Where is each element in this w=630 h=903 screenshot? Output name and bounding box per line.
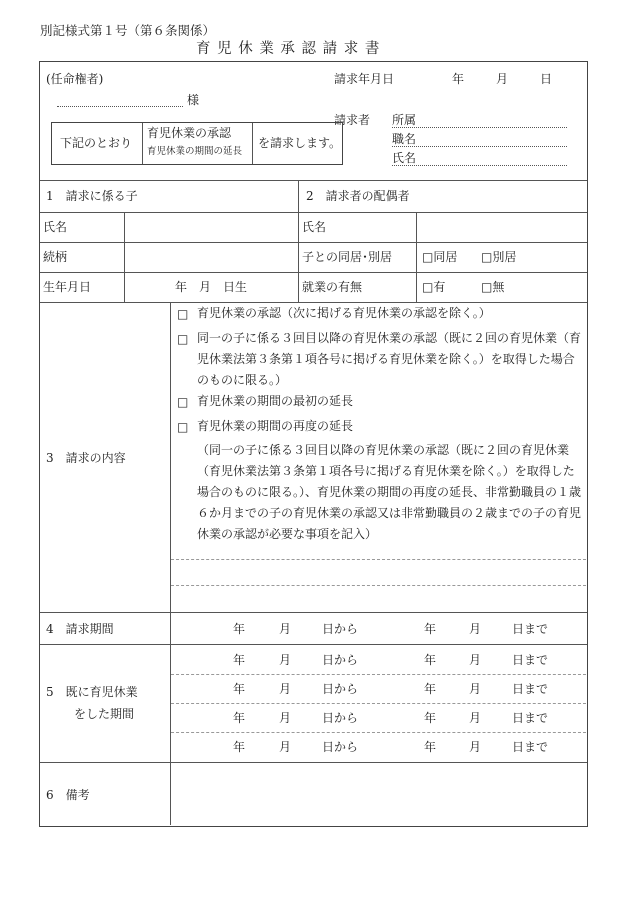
option1-checkbox[interactable]: □	[177, 307, 189, 321]
child-name-field[interactable]	[126, 214, 296, 240]
prior-period-row-3[interactable]	[171, 704, 586, 732]
period-start-month: 月	[279, 653, 292, 667]
period-start-day: 日から	[322, 622, 359, 636]
period-end-month: 月	[469, 711, 482, 725]
request-date-day[interactable]: 日	[540, 72, 553, 86]
period-end-day: 日まで	[512, 711, 549, 725]
period-start-year: 年	[233, 622, 246, 636]
option2-checkbox[interactable]: □	[177, 332, 189, 346]
option4-checkbox[interactable]: □	[177, 420, 189, 434]
sama-label: 様	[187, 93, 200, 107]
child-relation-label: 続柄	[43, 250, 68, 264]
position-label: 職名	[392, 132, 417, 146]
period-end-month: 月	[469, 653, 482, 667]
requester-name-field[interactable]	[392, 165, 567, 166]
period-end-year: 年	[424, 740, 437, 754]
affiliation-field[interactable]	[392, 127, 567, 128]
period-start-year: 年	[233, 653, 246, 667]
form-code: 別記様式第１号（第６条関係）	[40, 23, 216, 38]
period-end-month: 月	[469, 622, 482, 636]
notice-option-approval[interactable]: 育児休業の承認	[147, 126, 232, 140]
request-date-year[interactable]: 年	[452, 72, 465, 86]
employment-no-checkbox[interactable]: □無	[481, 280, 505, 294]
prior-period-row-4[interactable]	[171, 733, 586, 761]
section1-heading: 1 請求に係る子	[46, 189, 138, 203]
period-start-day: 日から	[322, 740, 359, 754]
period-end-month: 月	[469, 740, 482, 754]
period-start-day: 日から	[322, 711, 359, 725]
period-start-month: 月	[279, 682, 292, 696]
authority-name-field[interactable]	[57, 106, 183, 107]
employment-label: 就業の有無	[302, 280, 363, 294]
name-label: 氏名	[392, 151, 417, 165]
prior-period-row-1[interactable]	[171, 645, 586, 674]
period-end-day: 日まで	[512, 682, 549, 696]
section5-heading-line1: 5 既に育児休業	[46, 685, 138, 699]
spouse-name-label: 氏名	[302, 220, 327, 234]
period-start-month: 月	[279, 711, 292, 725]
request-date-label: 請求年月日	[334, 72, 395, 86]
remarks-field[interactable]	[172, 764, 585, 824]
requester-label: 請求者	[334, 113, 371, 127]
option3-checkbox[interactable]: □	[177, 395, 189, 409]
period-end-year: 年	[424, 653, 437, 667]
period-end-day: 日まで	[512, 740, 549, 754]
spouse-name-field[interactable]	[418, 214, 584, 240]
period-start-month: 月	[279, 740, 292, 754]
child-name-label: 氏名	[43, 220, 68, 234]
notice-option-extension[interactable]: 育児休業の期間の延長	[147, 146, 243, 157]
period-start-year: 年	[233, 682, 246, 696]
period-end-day: 日まで	[512, 653, 549, 667]
content-entry-field[interactable]	[172, 562, 585, 610]
employment-yes-checkbox[interactable]: □有	[422, 280, 446, 294]
cohabit-label: 子との同居･別居	[302, 250, 393, 264]
cohabit-yes-checkbox[interactable]: □同居	[422, 250, 458, 264]
period-start-year: 年	[233, 740, 246, 754]
period-start-year: 年	[233, 711, 246, 725]
section3-heading: 3 請求の内容	[46, 451, 126, 465]
section2-heading: 2 請求者の配偶者	[306, 189, 410, 203]
option4-note: （同一の子に係る３回目以降の育児休業の承認（既に２回の育児休業（育児休業法第３条第１項各号に掲げる育児休業を除く。）を取得した場合のものに限る。）、育児休業の期間の再度の延長、非常勤職員の１歳６か月までの子の育児休業の承認又は非常勤職員の２歳までの子の育児休業の承認が必要な事項を記入）	[197, 443, 582, 541]
period-end-year: 年	[424, 682, 437, 696]
request-date-month[interactable]: 月	[496, 72, 509, 86]
section4-heading: 4 請求期間	[46, 622, 114, 636]
period-start-day: 日から	[322, 653, 359, 667]
period-start-day: 日から	[322, 682, 359, 696]
section5-heading-line2: をした期間	[74, 707, 135, 721]
request-period-row[interactable]	[171, 613, 586, 643]
child-birth-field[interactable]: 年 月 日生	[175, 280, 248, 294]
prior-period-row-2[interactable]	[171, 675, 586, 703]
period-end-year: 年	[424, 622, 437, 636]
form-title: 育 児 休 業 承 認 請 求 書	[196, 41, 381, 57]
section6-heading: 6 備考	[46, 788, 90, 802]
position-field[interactable]	[392, 146, 567, 147]
period-end-day: 日まで	[512, 622, 549, 636]
period-end-year: 年	[424, 711, 437, 725]
cohabit-no-checkbox[interactable]: □別居	[481, 250, 517, 264]
notice-suffix: を請求します。	[258, 136, 342, 150]
affiliation-label: 所属	[392, 113, 417, 127]
option3-text: 育児休業の期間の最初の延長	[197, 394, 354, 408]
authority-label: (任命権者)	[46, 72, 104, 86]
child-birth-label: 生年月日	[43, 280, 92, 294]
period-end-month: 月	[469, 682, 482, 696]
child-relation-field[interactable]	[126, 244, 296, 270]
period-start-month: 月	[279, 622, 292, 636]
notice-prefix: 下記のとおり	[60, 136, 133, 150]
option4-text: 育児休業の期間の再度の延長	[197, 419, 354, 433]
option1-text: 育児休業の承認（次に掲げる育児休業の承認を除く。）	[197, 306, 491, 320]
option2-text: 同一の子に係る３回目以降の育児休業の承認（既に２回の育児休業（育児休業法第３条第１項各号に掲げる育児休業を除く。）を取得した場合のものに限る。）	[197, 331, 582, 387]
